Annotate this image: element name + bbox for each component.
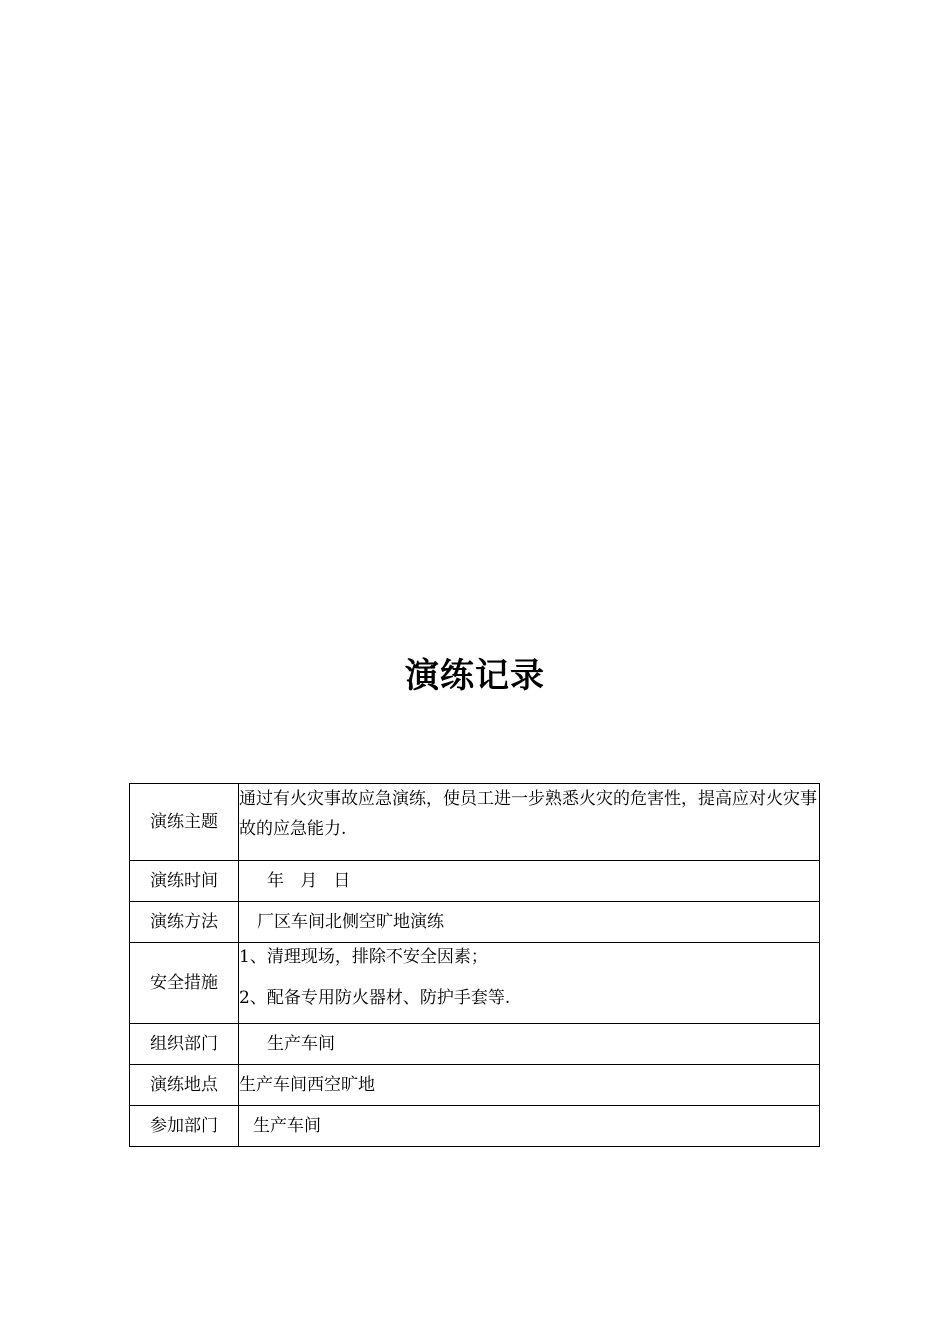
drill-location-value: 生产车间西空旷地 bbox=[239, 1065, 820, 1106]
safety-measures-label: 安全措施 bbox=[130, 943, 239, 1024]
drill-topic-value: 通过有火灾事故应急演练，使员工进一步熟悉火灾的危害性，提高应对火灾事故的应急能力. bbox=[239, 784, 820, 861]
table-row bbox=[130, 784, 820, 861]
drill-location-label: 演练地点 bbox=[130, 1065, 239, 1106]
organizer-value: 生产车间 bbox=[267, 1034, 335, 1054]
table-row bbox=[130, 1106, 820, 1147]
participants-label: 参加部门 bbox=[130, 1106, 239, 1147]
safety-measure-item: 2、配备专用防火器材、防护手套等. bbox=[239, 988, 511, 1008]
table-row bbox=[130, 1065, 820, 1106]
table-row bbox=[130, 902, 820, 943]
drill-method-label: 演练方法 bbox=[130, 902, 239, 943]
participants-value: 生产车间 bbox=[253, 1116, 321, 1136]
safety-measure-item: 1、清理现场，排除不安全因素； bbox=[239, 947, 488, 967]
document-title: 演练记录 bbox=[405, 656, 545, 696]
table-row bbox=[130, 861, 820, 902]
table-row bbox=[130, 943, 820, 1024]
drill-topic-label: 演练主题 bbox=[130, 784, 239, 861]
drill-method-value: 厂区车间北侧空旷地演练 bbox=[257, 912, 444, 932]
safety-measures-value bbox=[239, 943, 820, 1024]
drill-time-value: 年 月 日 bbox=[267, 871, 351, 891]
drill-time-label: 演练时间 bbox=[130, 861, 239, 902]
organizer-label: 组织部门 bbox=[130, 1024, 239, 1065]
drill-record-table bbox=[129, 783, 820, 1147]
table-row bbox=[130, 1024, 820, 1065]
